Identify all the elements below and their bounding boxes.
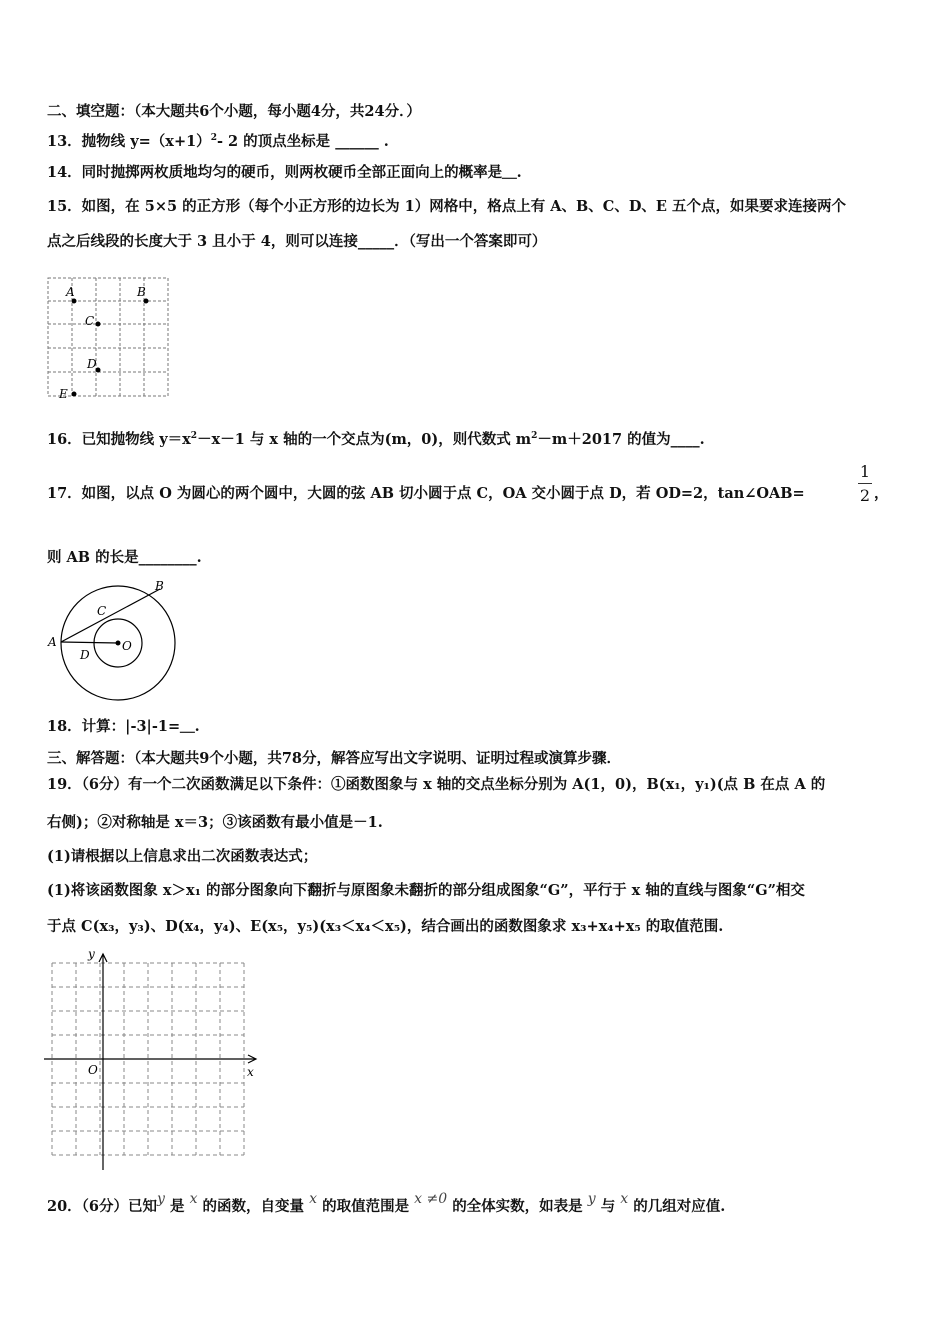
q20-var-y2: y (587, 1191, 596, 1207)
circle-point-a: A (48, 635, 57, 649)
fraction-numerator: 1 (859, 462, 871, 481)
point-c-label: C (85, 314, 95, 328)
q20-text-e: 的全体实数，如表是 (452, 1198, 583, 1215)
circle-point-b: B (155, 579, 164, 593)
question-17-line2: 则 AB 的长是________. (47, 549, 202, 566)
question-14: 14．同时抛掷两枚质地均匀的硬币，则两枚硬币全部正面向上的概率是＿. (47, 164, 522, 181)
figure-19-coordinate-grid (48, 947, 263, 1170)
question-15-line1: 15．如图，在 5×5 的正方形（每个小正方形的边长为 1）网格中，格点上有 A、B、C、D、E 五个点，如果要求连接两个 (47, 198, 847, 215)
q20-text-d: 的取值范围是 (322, 1198, 410, 1215)
q16-text: 16．已知抛物线 y＝x (47, 430, 191, 448)
q17-comma: ， (874, 485, 889, 502)
q17-text: 17．如图，以点 O 为圆心的两个圆中，大圆的弦 AB 切小圆于点 C，OA 交小圆于点 D，若 OD=2，tan∠OAB= (47, 485, 805, 502)
circle-center-o: O (122, 639, 132, 653)
question-18: 18．计算：|-3|-1=＿. (47, 718, 200, 735)
q20-var-x3: x (620, 1191, 629, 1207)
q20-var-x2: x (309, 1191, 318, 1207)
q16-text-b: －x－1 与 x 轴的一个交点为(m，0)，则代数式 m (197, 430, 532, 448)
q13-sup: 2 (210, 133, 217, 143)
point-a-label: A (66, 285, 75, 299)
question-19-part2-line1: (1)将该函数图象 x＞x₁ 的部分图象向下翻折与原图象未翻折的部分组成图象“G”，平行于 x 轴的直线与图象“G”相交 (47, 882, 805, 899)
figure-17-circles (45, 578, 175, 708)
q20-condition: x ≠0 (414, 1191, 448, 1207)
q20-text-c: 的函数，自变量 (202, 1198, 305, 1215)
q13-text: 13．抛物线 y=（x+1） (47, 132, 211, 150)
q16-text-c: －m＋2017 的值为____. (537, 430, 705, 448)
q20-text-f: 与 (600, 1198, 616, 1215)
q13-text-b: - 2 的顶点坐标是 ______ . (216, 132, 389, 150)
q20-var-y: y (157, 1191, 165, 1207)
q20-text-a: 20．（6分）已知 (47, 1198, 158, 1215)
circle-point-d: D (80, 648, 90, 662)
question-17-line1 (47, 485, 805, 503)
question-19-part1: (1)请根据以上信息求出二次函数表达式； (47, 848, 318, 865)
section-fill-heading: 二、填空题：（本大题共6个小题，每小题4分，共24分．） (47, 103, 421, 120)
origin-label: O (88, 1063, 98, 1077)
question-19-line1: 19．（6分）有一个二次函数满足以下条件：①函数图象与 x 轴的交点坐标分别为 A(1，0)，B(x₁，y₁)(点 B 在点 A 的 (47, 776, 826, 793)
circle-point-c: C (97, 604, 107, 618)
point-b-label: B (137, 285, 146, 299)
question-20 (47, 1191, 726, 1216)
question-19-part2-line2: 于点 C(x₃，y₃)、D(x₄，y₄)、E(x₅，y₅)(x₃＜x₄＜x₅)，结合画出的函数图象求 x₃+x₄+x₅ 的取值范围. (47, 918, 724, 935)
q20-text-g: 的几组对应值. (633, 1198, 726, 1215)
question-15-line2: 点之后线段的长度大于 3 且小于 4，则可以连接_____．（写出一个答案即可） (47, 233, 547, 250)
y-axis-label: y (88, 947, 95, 961)
point-e-label: E (59, 387, 68, 401)
x-axis-label: x (247, 1065, 254, 1079)
fraction-one-half (858, 462, 872, 505)
question-16 (47, 427, 705, 449)
q20-text-b: 是 (170, 1198, 185, 1215)
section-solve-heading: 三、解答题：（本大题共9个小题，共78分，解答应写出文字说明、证明过程或演算步骤． (47, 750, 622, 767)
q20-var-x: x (189, 1191, 198, 1207)
q16-sup1: 2 (190, 431, 198, 441)
question-13 (47, 129, 389, 151)
question-19-line2: 右侧)；②对称轴是 x＝3；③该函数有最小值是－1. (47, 814, 383, 831)
point-d-label: D (87, 357, 97, 371)
fraction-denominator: 2 (859, 486, 871, 505)
q16-sup2: 2 (531, 431, 538, 441)
figure-15-grid (48, 278, 170, 401)
